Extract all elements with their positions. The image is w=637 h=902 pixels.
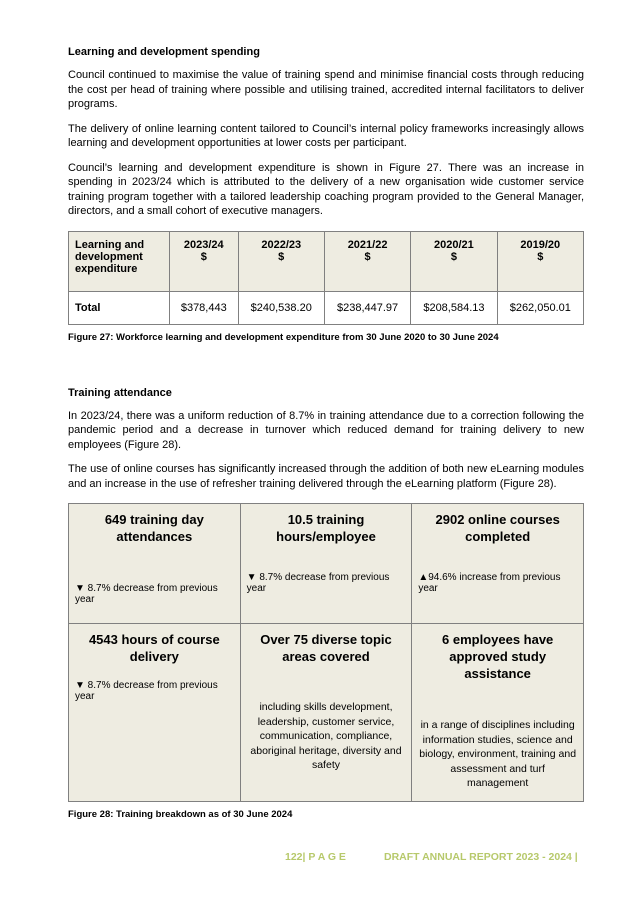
spending-paragraph-3: Council’s learning and development expenditure is shown in Figure 27. There was an increase in spending in 2023/24 which is attributed to the delivery of a new organisation wide customer service training program together with a tailored leadership coaching program provided to the General Manager, directors, and a small cohort of executive managers. — [68, 161, 584, 217]
expenditure-header-row — [69, 231, 584, 291]
attendance-paragraph-1: In 2023/24, there was a uniform reduction of 8.7% in training attendance due to a correction following the pandemic period and a decrease in turnover which reduced demand for training delivery to new employees (Figure 28). — [68, 409, 584, 451]
study-assistance-cell — [412, 624, 584, 802]
grid-row-1 — [69, 504, 584, 624]
total-2019-20: $262,050.01 — [497, 291, 583, 324]
attendances-stat: 649 training day attendances — [104, 512, 204, 544]
course-delivery-stat: 4543 hours of course delivery — [88, 632, 220, 664]
year-header-2022-23: 2022/23 $ — [238, 231, 324, 291]
report-page — [68, 40, 584, 820]
total-2022-23: $240,538.20 — [238, 291, 324, 324]
expenditure-header-label: Learning and development expenditure — [69, 231, 170, 291]
hours-per-employee-stat: 10.5 training hours/employee — [276, 512, 376, 544]
report-title: DRAFT ANNUAL REPORT 2023 - 2024 | — [384, 851, 578, 863]
topic-areas-cell — [240, 624, 412, 802]
year-header-2019-20: 2019/20 $ — [497, 231, 583, 291]
online-courses-cell — [412, 504, 584, 624]
attendances-cell — [69, 504, 241, 624]
page-number: 122| P A G E — [285, 851, 346, 863]
online-courses-stat: 2902 online courses completed — [435, 512, 560, 544]
expenditure-table — [68, 231, 584, 325]
attendances-change: ▼ 8.7% decrease from previous year — [75, 583, 218, 605]
study-assistance-stat: 6 employees have approved study assistance — [442, 632, 554, 681]
hours-per-employee-cell — [240, 504, 412, 624]
year-header-2021-22: 2021/22 $ — [324, 231, 410, 291]
spending-paragraph-2: The delivery of online learning content tailored to Council’s internal policy frameworks increasingly allows learning and development opportunities at lower costs per participant. — [68, 122, 584, 149]
course-delivery-cell — [69, 624, 241, 802]
spending-paragraph-1: Council continued to maximise the value of training spend and minimise financial costs through reducing the cost per head of training where possible and utilising trained, accredited internal facilitators to deliver programs. — [68, 69, 584, 110]
figure-28-caption: Figure 28: Training breakdown as of 30 June 2024 — [68, 809, 293, 820]
spending-heading: Learning and development spending — [68, 46, 260, 58]
expenditure-total-row — [69, 291, 584, 324]
topic-areas-stat: Over 75 diverse topic areas covered — [260, 632, 392, 664]
attendance-heading: Training attendance — [68, 386, 172, 399]
total-2023-24: $378,443 — [170, 291, 239, 324]
figure-27-caption: Figure 27: Workforce learning and development expenditure from 30 June 2020 to 30 June 2024 — [68, 331, 499, 343]
online-courses-change: ▲94.6% increase from previous year — [418, 572, 561, 594]
hours-per-employee-change: ▼ 8.7% decrease from previous year — [246, 572, 390, 594]
study-assistance-description: in a range of disciplines including information studies, science and biology, environment, training and assessment and turf management — [419, 719, 577, 789]
year-header-2023-24: 2023/24 $ — [170, 231, 239, 291]
grid-row-2 — [69, 624, 584, 802]
year-header-2020-21: 2020/21 $ — [411, 231, 497, 291]
attendance-paragraph-2: The use of online courses has significantly increased through the addition of both new eLearning modules and an increase in the use of refresher training delivered through the eLearning platform (Figure 28). — [68, 463, 584, 490]
topic-areas-description: including skills development, leadership, customer service, communication, compliance, aboriginal heritage, diversity and safety — [250, 701, 402, 771]
training-breakdown-grid — [68, 503, 584, 802]
course-delivery-change: ▼ 8.7% decrease from previous year — [75, 680, 218, 702]
total-2021-22: $238,447.97 — [324, 291, 410, 324]
total-2020-21: $208,584.13 — [411, 291, 497, 324]
total-label: Total — [69, 291, 170, 324]
